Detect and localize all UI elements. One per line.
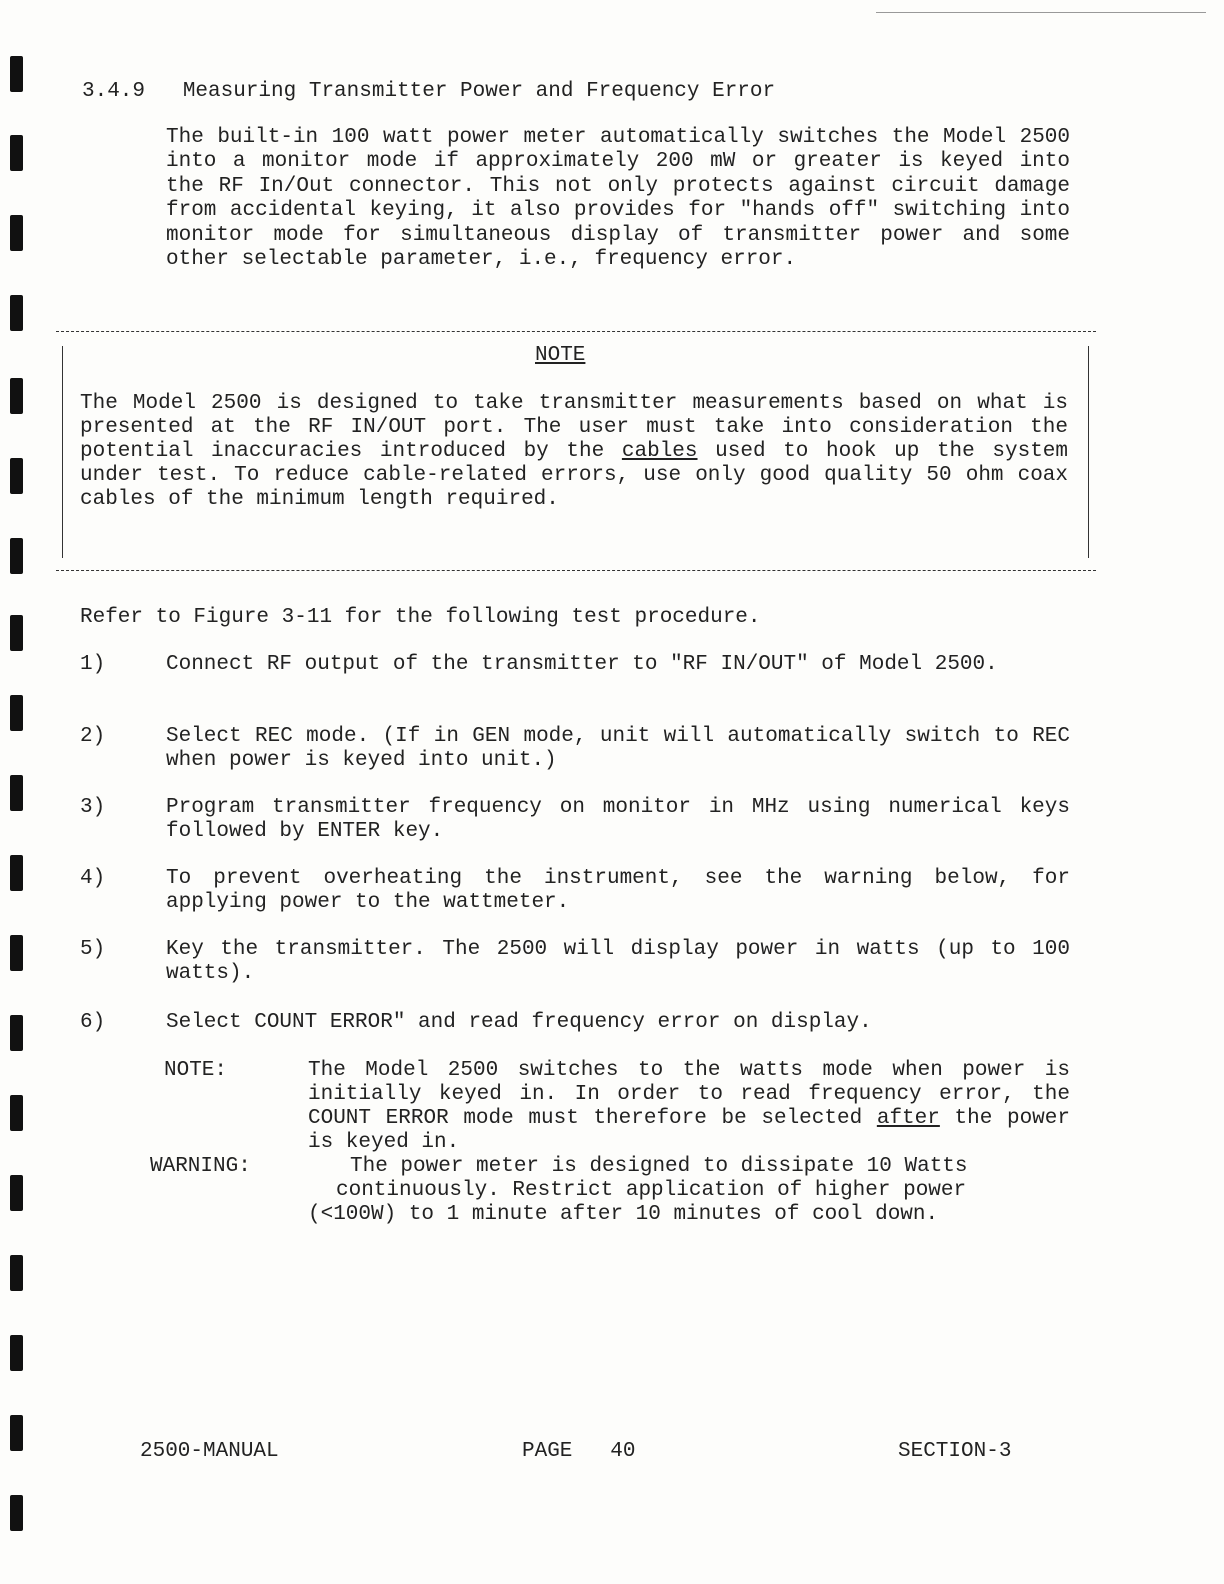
note-title: NOTE	[535, 344, 586, 367]
step-text: Program transmitter frequency on monitor in MHz using numerical keys followed by ENTER key.	[166, 796, 1070, 843]
note-bottom-border	[56, 570, 1096, 571]
intro-paragraph: The built-in 100 watt power meter automatically switches the Model 2500 into a monitor mode if approximately 200 mW or greater is keyed into the RF In/Out connector. This not only protects against circuit damage from accidental keying, it also provides for "hands off" switching into monitor mode for simultaneous display of transmitter power and some other selectable parameter, i.e., frequency error.	[166, 126, 1070, 272]
note-top-border	[56, 331, 1096, 332]
warning-line-3: (<100W) to 1 minute after 10 minutes of cool down.	[308, 1203, 939, 1226]
step-text: Select COUNT ERROR" and read frequency error on display.	[166, 1011, 872, 1034]
step-number: 2)	[80, 725, 106, 748]
refer-line: Refer to Figure 3-11 for the following test procedure.	[80, 606, 761, 629]
warning-label: WARNING:	[150, 1155, 251, 1178]
after-underlined: after	[876, 1107, 940, 1130]
step-number: 4)	[80, 867, 106, 890]
step-text: Key the transmitter. The 2500 will display power in watts (up to 100 watts).	[166, 938, 1070, 985]
section-heading: 3.4.9 Measuring Transmitter Power and Frequency Error	[82, 80, 776, 103]
step-number: 3)	[80, 796, 106, 819]
cables-underlined: cables	[621, 440, 698, 463]
step-number: 1)	[80, 653, 106, 676]
note-body: The Model 2500 is designed to take transmitter measurements based on what is presented at the RF IN/OUT port. The user must take into consideration the potential inaccuracies introduced by the cables used to hook up the system under test. To reduce cable-related errors, use only good quality 50 ohm coax cables of the minimum length required.	[80, 392, 1069, 511]
step-number: 5)	[80, 938, 106, 961]
warning-line-1: The power meter is designed to dissipate 10 Watts	[350, 1155, 968, 1178]
footer-page: PAGE 40	[522, 1440, 636, 1463]
warning-line-2: continuously. Restrict application of higher power	[336, 1179, 967, 1202]
binding-holes	[8, 0, 48, 1584]
note-right-border	[1088, 346, 1089, 558]
footer-manual: 2500-MANUAL	[140, 1440, 279, 1463]
note2-text: The Model 2500 switches to the watts mode when power is initially keyed in. In order to read frequency error, the COUNT ERROR mode must therefore be selected after the power is keyed in.	[308, 1059, 1070, 1154]
step-text: To prevent overheating the instrument, see the warning below, for applying power to the wattmeter.	[166, 867, 1070, 914]
note2-label: NOTE:	[164, 1059, 228, 1082]
step-text: Select REC mode. (If in GEN mode, unit will automatically switch to REC when power is keyed into unit.)	[166, 725, 1070, 772]
step-text: Connect RF output of the transmitter to "RF IN/OUT" of Model 2500.	[166, 653, 998, 676]
note-left-border	[62, 346, 63, 558]
top-rule	[876, 12, 1206, 13]
footer-section: SECTION-3	[898, 1440, 1012, 1463]
step-number: 6)	[80, 1011, 106, 1034]
